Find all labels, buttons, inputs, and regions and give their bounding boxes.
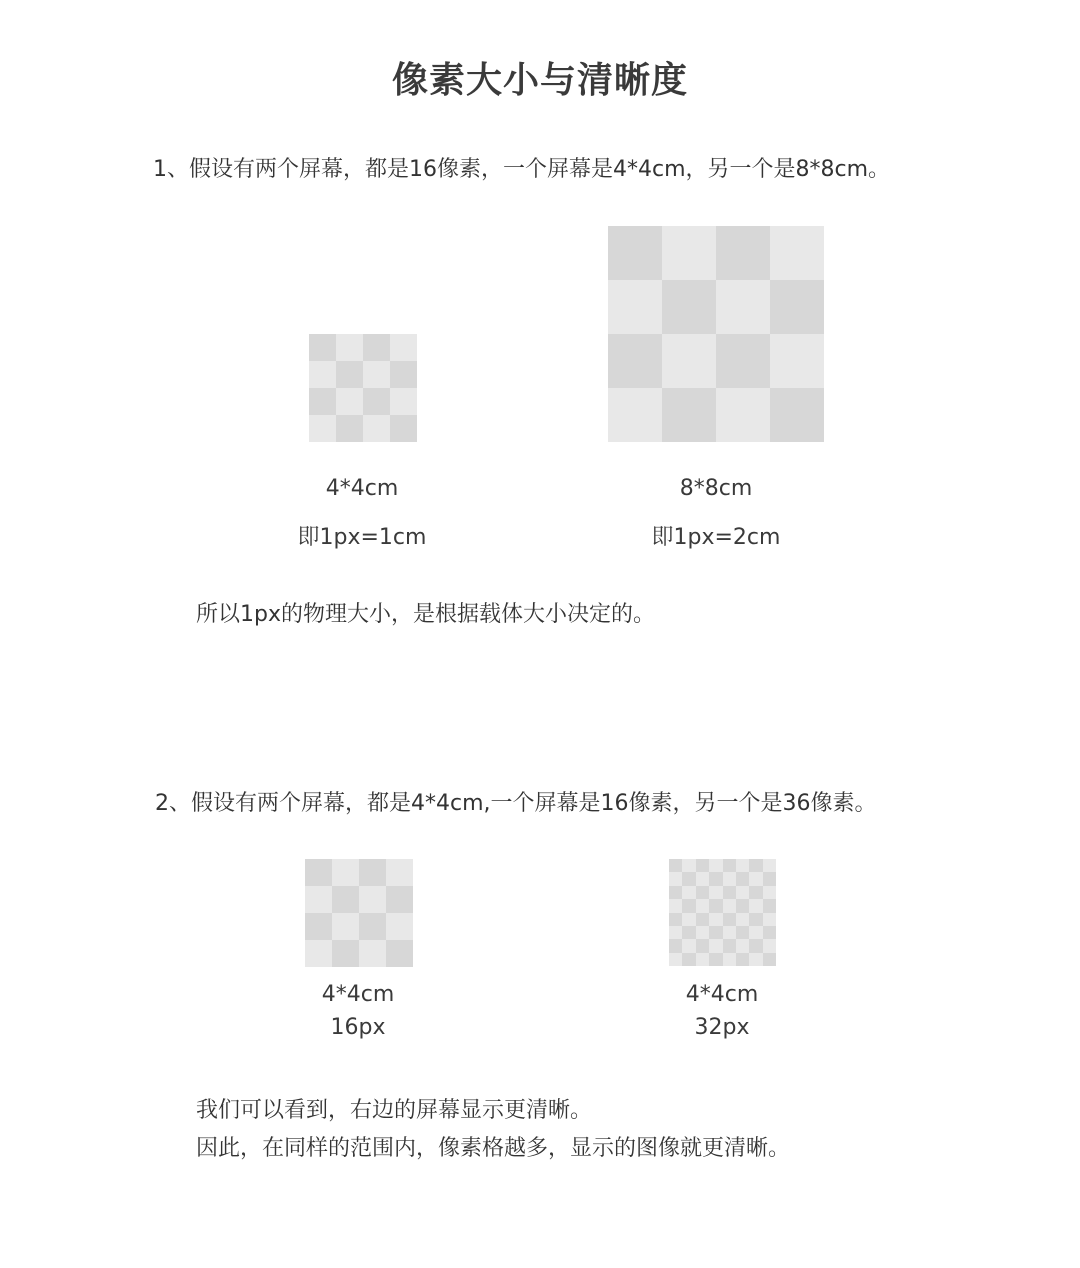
pixel-cell — [336, 388, 363, 415]
pixel-cell — [709, 872, 722, 885]
pixel-cell — [359, 886, 386, 913]
pixel-cell — [305, 940, 332, 967]
pixel-cell — [736, 939, 749, 952]
pixel-cell — [770, 226, 824, 280]
pixel-cell — [682, 859, 695, 872]
section2-heading: 2、假设有两个屏幕，都是4*4cm,一个屏幕是16像素，另一个是36像素。 — [155, 791, 877, 816]
pixel-cell — [763, 953, 776, 966]
pixel-cell — [682, 886, 695, 899]
pixel-cell — [682, 939, 695, 952]
pixel-cell — [608, 226, 662, 280]
pixel-cell — [390, 361, 417, 388]
pixel-cell — [763, 926, 776, 939]
pixel-cell — [736, 886, 749, 899]
pixel-cell — [749, 913, 762, 926]
pixel-cell — [696, 886, 709, 899]
pixel-cell — [363, 361, 390, 388]
pixel-cell — [305, 859, 332, 886]
pixel-cell — [723, 953, 736, 966]
pixel-cell — [682, 872, 695, 885]
pixel-cell — [709, 886, 722, 899]
pixel-cell — [309, 415, 336, 442]
pixel-cell — [682, 953, 695, 966]
pixel-cell — [662, 334, 716, 388]
pixel-cell — [363, 415, 390, 442]
pixel-cell — [608, 280, 662, 334]
pixel-cell — [723, 859, 736, 872]
pixel-cell — [709, 953, 722, 966]
pixel-cell — [749, 899, 762, 912]
pixel-cell — [669, 953, 682, 966]
pixel-cell — [709, 859, 722, 872]
pixel-cell — [716, 280, 770, 334]
pixel-cell — [305, 913, 332, 940]
pixel-cell — [749, 939, 762, 952]
pixel-cell — [390, 334, 417, 361]
pixel-cell — [669, 859, 682, 872]
pixel-cell — [770, 334, 824, 388]
pixel-cell — [336, 415, 363, 442]
pixel-cell — [309, 334, 336, 361]
pixel-cell — [682, 913, 695, 926]
pixel-cell — [390, 415, 417, 442]
pixel-cell — [723, 913, 736, 926]
pixel-cell — [662, 280, 716, 334]
pixel-cell — [716, 226, 770, 280]
pixel-cell — [359, 913, 386, 940]
pixel-cell — [386, 940, 413, 967]
screen-4x4cm-16px-grid-section2 — [305, 859, 413, 967]
pixel-cell — [736, 899, 749, 912]
pixel-cell — [770, 388, 824, 442]
pixel-cell — [709, 939, 722, 952]
pixel-cell — [696, 953, 709, 966]
pixel-cell — [336, 361, 363, 388]
screen-8x8cm-16px-grid — [608, 226, 824, 442]
pixel-cell — [386, 859, 413, 886]
pixel-ratio-label-left: 即1px=1cm — [297, 525, 427, 550]
pixel-cell — [386, 886, 413, 913]
pixel-ratio-label-right: 即1px=2cm — [651, 525, 781, 550]
pixel-cell — [749, 926, 762, 939]
pixel-cell — [332, 913, 359, 940]
pixel-cell — [669, 913, 682, 926]
pixel-cell — [709, 926, 722, 939]
pixel-cell — [763, 939, 776, 952]
pixel-cell — [770, 280, 824, 334]
pixel-cell — [696, 913, 709, 926]
pixel-cell — [608, 334, 662, 388]
screen-4x4cm-dense-grid — [669, 859, 776, 966]
pixel-cell — [332, 940, 359, 967]
pixel-cell — [662, 226, 716, 280]
section1-conclusion: 所以1px的物理大小，是根据载体大小决定的。 — [196, 602, 655, 627]
pixel-cell — [359, 859, 386, 886]
pixel-cell — [723, 926, 736, 939]
pixel-cell — [669, 886, 682, 899]
pixel-cell — [749, 886, 762, 899]
pixel-cell — [390, 388, 417, 415]
pixel-cell — [682, 899, 695, 912]
pixel-cell — [682, 926, 695, 939]
pixel-cell — [736, 859, 749, 872]
pixel-cell — [669, 939, 682, 952]
pixel-cell — [749, 953, 762, 966]
pixel-cell — [309, 388, 336, 415]
pixel-cell — [669, 899, 682, 912]
pixel-cell — [716, 388, 770, 442]
screen-4x4cm-16px-grid — [309, 334, 417, 442]
pixel-cell — [309, 361, 336, 388]
pixel-cell — [763, 872, 776, 885]
pixel-cell — [763, 899, 776, 912]
pixel-cell — [723, 886, 736, 899]
pixel-cell — [669, 926, 682, 939]
pixel-cell — [696, 926, 709, 939]
pixel-cell — [332, 886, 359, 913]
pixel-cell — [336, 334, 363, 361]
pixel-cell — [736, 872, 749, 885]
pixel-cell — [662, 388, 716, 442]
pixel-cell — [359, 940, 386, 967]
pixel-cell — [696, 859, 709, 872]
pixel-cell — [696, 939, 709, 952]
pixel-cell — [305, 886, 332, 913]
section2-conclusion-line2: 因此，在同样的范围内，像素格越多，显示的图像就更清晰。 — [196, 1136, 791, 1161]
page-title: 像素大小与清晰度 — [391, 60, 688, 101]
pixel-cell — [363, 388, 390, 415]
pixel-cell — [669, 872, 682, 885]
pixel-cell — [763, 913, 776, 926]
screen-size-label-left: 4*4cm — [325, 476, 399, 501]
pixel-cell — [709, 899, 722, 912]
pixel-cell — [723, 899, 736, 912]
pixel-cell — [696, 899, 709, 912]
pixel-cell — [332, 859, 359, 886]
pixel-cell — [736, 913, 749, 926]
pixel-count-label-right: 32px — [694, 1015, 750, 1040]
screen-size-label-left-s2: 4*4cm — [321, 982, 395, 1007]
pixel-cell — [723, 872, 736, 885]
pixel-cell — [736, 953, 749, 966]
pixel-cell — [749, 872, 762, 885]
pixel-cell — [696, 872, 709, 885]
pixel-cell — [749, 859, 762, 872]
pixel-cell — [716, 334, 770, 388]
pixel-cell — [386, 913, 413, 940]
screen-size-label-right: 8*8cm — [679, 476, 753, 501]
pixel-cell — [363, 334, 390, 361]
pixel-cell — [736, 926, 749, 939]
pixel-cell — [763, 886, 776, 899]
pixel-cell — [723, 939, 736, 952]
section1-heading: 1、假设有两个屏幕，都是16像素，一个屏幕是4*4cm，另一个是8*8cm。 — [153, 157, 891, 182]
pixel-count-label-left: 16px — [330, 1015, 386, 1040]
section2-conclusion-line1: 我们可以看到，右边的屏幕显示更清晰。 — [196, 1098, 593, 1123]
pixel-cell — [763, 859, 776, 872]
screen-size-label-right-s2: 4*4cm — [685, 982, 759, 1007]
pixel-cell — [608, 388, 662, 442]
pixel-cell — [709, 913, 722, 926]
